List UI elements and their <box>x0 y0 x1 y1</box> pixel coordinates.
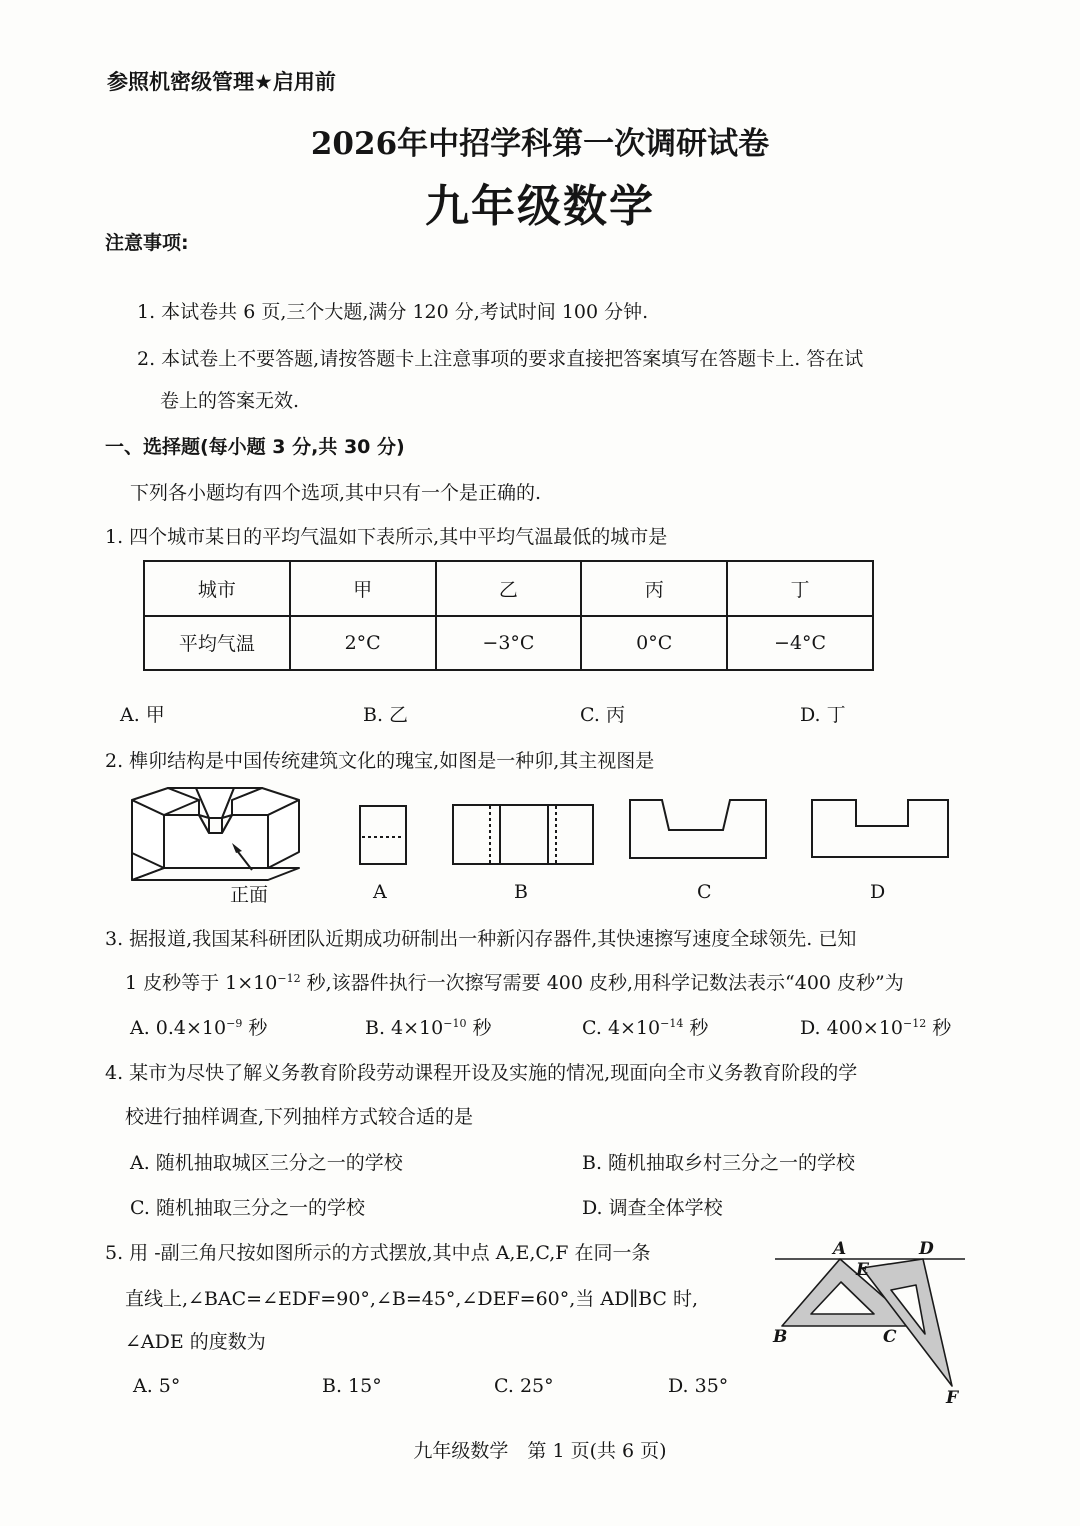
q3-text: 1 皮秒等于 1×10 <box>125 972 278 994</box>
option-exponent: −12 <box>903 1017 927 1030</box>
question-5-line-3: ∠ADE 的度数为 <box>125 1331 266 1353</box>
q5-option-c[interactable]: C. 25° <box>494 1375 554 1397</box>
figure-point-label: D <box>919 1239 934 1259</box>
q1-option-d[interactable]: D. 丁 <box>800 704 846 726</box>
option-base: A. 0.4×10 <box>130 1017 227 1039</box>
option-exponent: −9 <box>226 1017 243 1030</box>
q2-option-d[interactable]: D <box>870 881 886 903</box>
option-unit: 秒 <box>466 1017 492 1039</box>
table-cell: 乙 <box>436 561 582 616</box>
figure-point-label: E <box>856 1260 869 1280</box>
option-base: D. 400×10 <box>800 1017 903 1039</box>
option-a-drawing <box>360 806 406 864</box>
q3-option-a[interactable] <box>130 1013 267 1040</box>
q2-option-c[interactable]: C <box>697 881 712 903</box>
question-1-stem: 1. 四个城市某日的平均气温如下表所示,其中平均气温最低的城市是 <box>105 526 668 548</box>
q4-option-a[interactable]: A. 随机抽取城区三分之一的学校 <box>130 1152 403 1174</box>
figure-point-label: A <box>833 1239 847 1259</box>
question-2-stem: 2. 榫卯结构是中国传统建筑文化的瑰宝,如图是一种卯,其主视图是 <box>105 750 655 772</box>
front-label: 正面 <box>230 884 269 906</box>
table-cell: 丁 <box>727 561 873 616</box>
page-footer: 九年级数学 第 1 页(共 6 页) <box>413 1440 667 1462</box>
question-3-line-1: 3. 据报道,我国某科研团队近期成功研制出一种新闪存器件,其快速擦写速度全球领先. 已知 <box>105 928 857 950</box>
q4-option-c[interactable]: C. 随机抽取三分之一的学校 <box>130 1197 365 1219</box>
figure-point-label: C <box>883 1327 897 1347</box>
q4-option-b[interactable]: B. 随机抽取乡村三分之一的学校 <box>582 1152 856 1174</box>
option-base: C. 4×10 <box>582 1017 661 1039</box>
figure-point-label: B <box>773 1327 788 1347</box>
q5-option-d[interactable]: D. 35° <box>668 1375 729 1397</box>
notice-item-2-line-1: 2. 本试卷上不要答题,请按答题卡上注意事项的要求直接把答案填写在答题卡上. 答在试 <box>137 348 864 370</box>
question-4-line-1: 4. 某市为尽快了解义务教育阶段劳动课程开设及实施的情况,现面向全市义务教育阶段的学 <box>105 1062 858 1084</box>
secrecy-label: 参照机密级管理★启用前 <box>107 70 336 94</box>
triangle-rulers-figure <box>775 1259 965 1386</box>
notice-item-2-line-2: 卷上的答案无效. <box>160 390 300 412</box>
notice-item-1: 1. 本试卷共 6 页,三个大题,满分 120 分,考试时间 100 分钟. <box>137 301 649 323</box>
option-unit: 秒 <box>683 1017 709 1039</box>
question-5-line-2: 直线上,∠BAC=∠EDF=90°,∠B=45°,∠DEF=60°,当 AD∥BC 时, <box>125 1288 699 1310</box>
option-exponent: −14 <box>660 1017 684 1030</box>
table-cell: 丙 <box>581 561 727 616</box>
question-3-line-2 <box>125 968 904 995</box>
q2-option-b[interactable]: B <box>514 881 528 903</box>
table-cell: 城市 <box>144 561 290 616</box>
exam-title: 2026年中招学科第一次调研试卷 <box>310 126 770 162</box>
question-5-line-1: 5. 用 -副三角尺按如图所示的方式摆放,其中点 A,E,C,F 在同一条 <box>105 1242 651 1264</box>
q5-option-b[interactable]: B. 15° <box>322 1375 382 1397</box>
q5-option-a[interactable]: A. 5° <box>133 1375 181 1397</box>
q3-option-b[interactable] <box>365 1013 492 1040</box>
q3-option-c[interactable] <box>582 1013 708 1040</box>
option-c-drawing <box>630 800 766 858</box>
figure-point-label: F <box>946 1388 959 1408</box>
q1-option-a[interactable]: A. 甲 <box>120 704 165 726</box>
table-cell: −4°C <box>727 616 873 671</box>
table-cell: 平均气温 <box>144 616 290 671</box>
table-cell: 0°C <box>581 616 727 671</box>
option-d-drawing <box>812 800 948 857</box>
q1-option-b[interactable]: B. 乙 <box>363 704 409 726</box>
option-base: B. 4×10 <box>365 1017 444 1039</box>
table-cell: 甲 <box>290 561 436 616</box>
table-cell: −3°C <box>436 616 582 671</box>
option-unit: 秒 <box>926 1017 952 1039</box>
mortise-block-drawing <box>132 788 299 880</box>
option-b-drawing <box>453 805 593 864</box>
notice-heading: 注意事项: <box>105 232 189 254</box>
q4-option-d[interactable]: D. 调查全体学校 <box>582 1197 723 1219</box>
subject-title: 九年级数学 <box>425 181 655 232</box>
q3-exponent: −12 <box>277 972 301 985</box>
table-cell: 2°C <box>290 616 436 671</box>
question-4-line-2: 校进行抽样调查,下列抽样方式较合适的是 <box>125 1106 474 1128</box>
q2-option-a[interactable]: A <box>373 881 387 903</box>
q1-option-c[interactable]: C. 丙 <box>580 704 625 726</box>
option-exponent: −10 <box>443 1017 467 1030</box>
section-heading: 一、选择题(每小题 3 分,共 30 分) <box>105 436 405 458</box>
q3-text: 秒,该器件执行一次擦写需要 400 皮秒,用科学记数法表示“400 皮秒”为 <box>300 972 904 994</box>
section-intro: 下列各小题均有四个选项,其中只有一个是正确的. <box>130 482 542 504</box>
q3-option-d[interactable] <box>800 1013 951 1040</box>
option-unit: 秒 <box>242 1017 268 1039</box>
